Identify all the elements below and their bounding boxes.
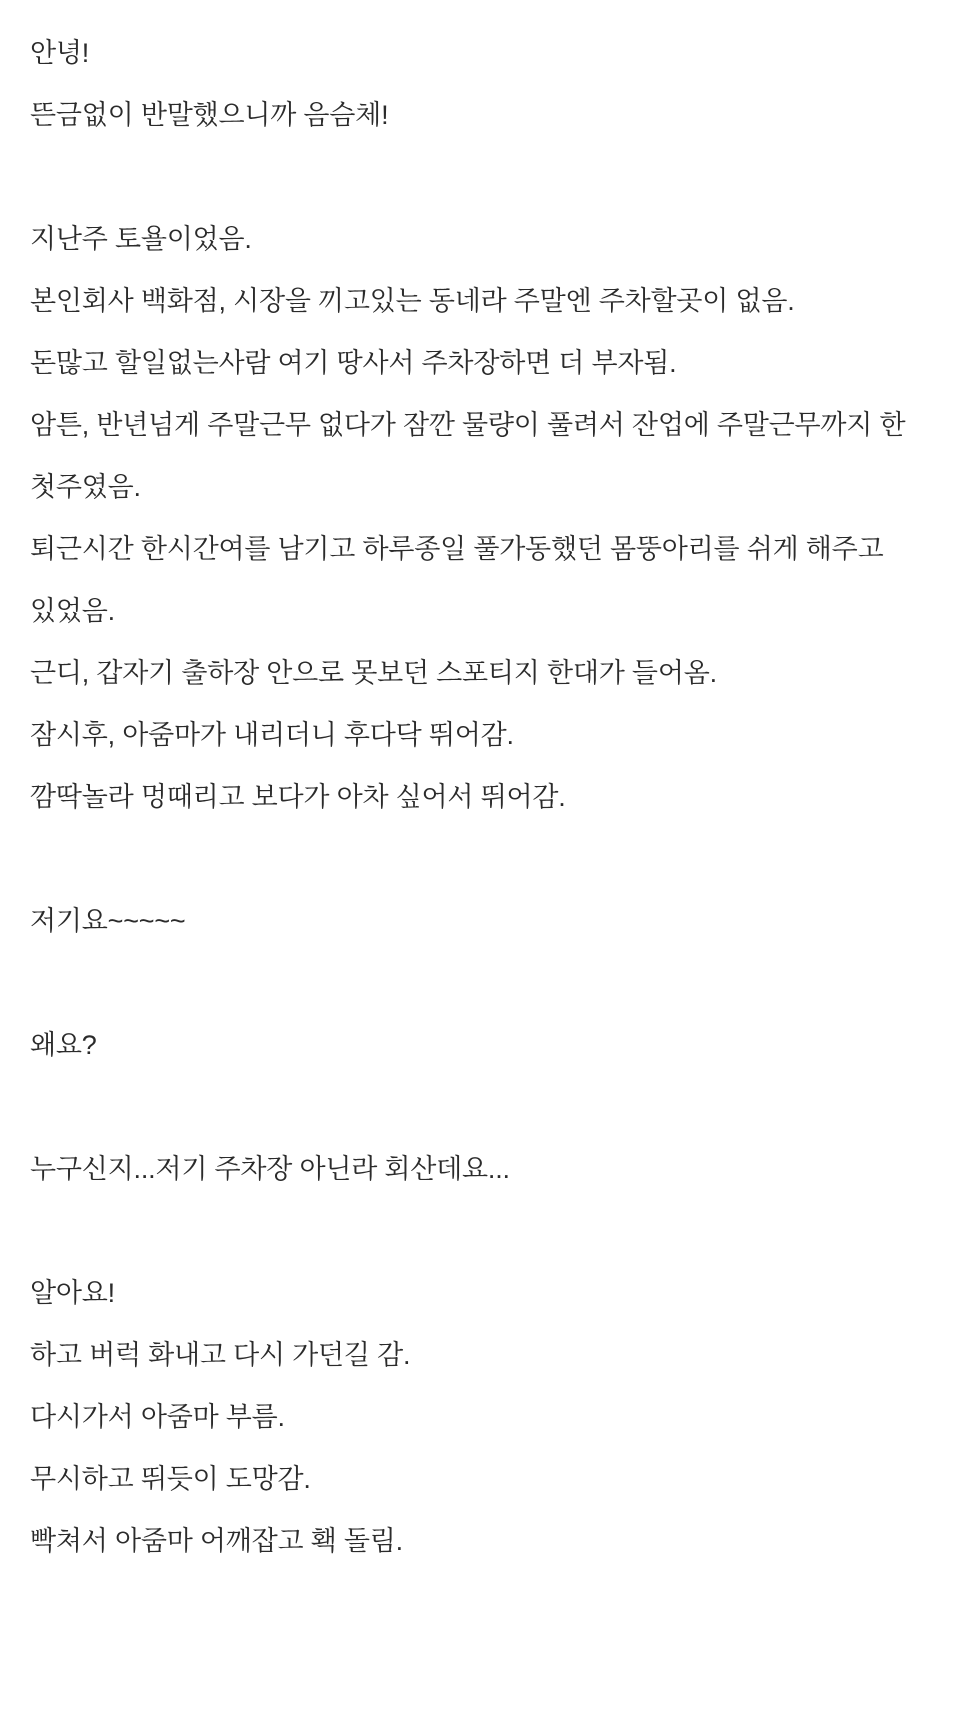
text-line: 다시가서 아줌마 부름. [30,1402,285,1432]
paragraph-spacer [30,952,936,1014]
text-line: 뜬금없이 반말했으니까 음슴체! [30,100,389,130]
paragraph-dialogue-1 [30,890,936,952]
text-line: 깜딱놀라 멍때리고 보다가 아차 싶어서 뛰어감. [30,782,566,812]
text-line: 돈많고 할일없는사람 여기 땅사서 주차장하면 더 부자됨. [30,348,677,378]
text-line: 누구신지...저기 주차장 아닌라 회산데요... [30,1154,510,1184]
text-line: 왜요? [30,1030,97,1060]
paragraph-spacer [30,828,936,890]
text-line: 근디, 갑자기 출하장 안으로 못보던 스포티지 한대가 들어옴. [30,658,717,688]
paragraph-greeting [30,22,936,146]
text-line: 본인회사 백화점, 시장을 끼고있는 동네라 주말엔 주차할곳이 없음. [30,286,795,316]
paragraph-dialogue-3 [30,1138,936,1200]
paragraph-spacer [30,1200,936,1262]
text-line: 알아요! [30,1278,115,1308]
text-line: 지난주 토욜이었음. [30,224,252,254]
paragraph-spacer [30,146,936,208]
text-line: 저기요~~~~~ [30,906,186,936]
text-line: 빡쳐서 아줌마 어깨잡고 홱 돌림. [30,1526,403,1556]
text-line: 하고 버럭 화내고 다시 가던길 감. [30,1340,411,1370]
text-line: 잠시후, 아줌마가 내리더니 후다닥 뛰어감. [30,720,514,750]
paragraph-spacer [30,1076,936,1138]
paragraph-dialogue-4 [30,1262,936,1572]
paragraph-dialogue-2 [30,1014,936,1076]
text-line: 암튼, 반년넘게 주말근무 없다가 잠깐 물량이 풀려서 잔업에 주말근무까지 한 첫주였음. [30,410,906,502]
text-line: 안녕! [30,38,90,68]
paragraph-story-setup [30,208,936,828]
text-line: 퇴근시간 한시간여를 남기고 하루종일 풀가동했던 몸뚱아리를 쉬게 해주고 있었음. [30,534,884,626]
text-line: 무시하고 뛰듯이 도망감. [30,1464,311,1494]
